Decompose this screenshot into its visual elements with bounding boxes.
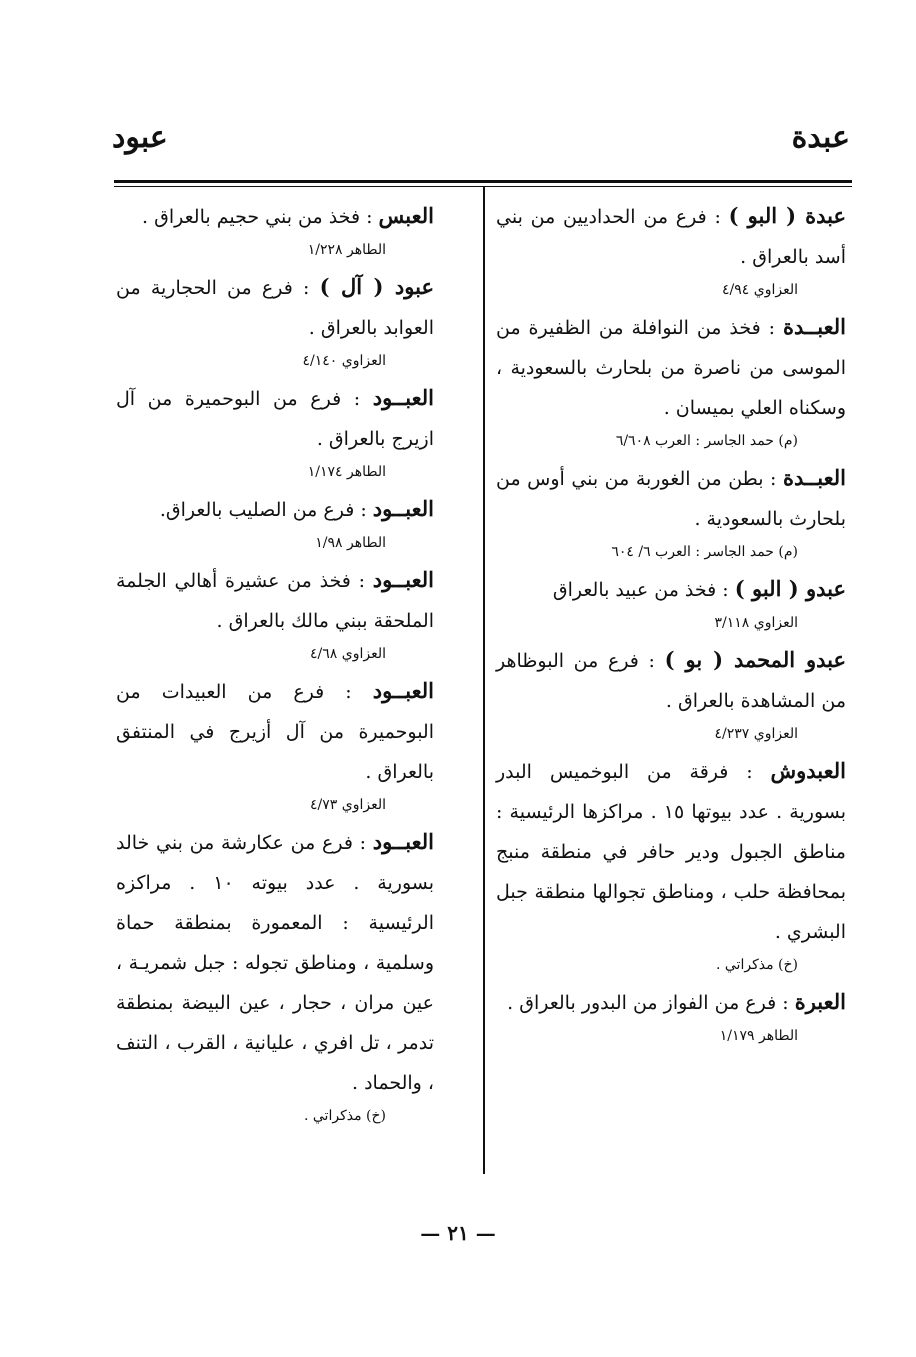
entry-headword: عبدو المحمد ( بو ): [664, 647, 847, 672]
entry-headword: العبــدة: [782, 314, 846, 339]
entry-definition: : فرع من الفواز من البدور بالعراق .: [507, 992, 795, 1014]
entry: [116, 378, 434, 485]
entry-headword: العبــود: [372, 385, 434, 410]
entry-source: العزاوي ٤/٧٣: [310, 797, 386, 813]
entry-text: [496, 982, 846, 1023]
entry-source: العزاوي ٣/١١٨: [714, 615, 798, 631]
entry-source: العزاوي ٤/١٤٠: [302, 353, 386, 369]
entry-headword: عبود ( آل ): [319, 274, 434, 299]
entry-headword: عبدو ( البو ): [734, 576, 846, 601]
entry-definition: : فرقة من البوخميس البدر بسورية . عدد بيوتها ١٥ . مراكزها الرئيسية : مناطق الجبول ودير حافر في منطقة منبج بمحافظة حلب ، ومناطق تجوالها منطقة جبل البشري .: [496, 761, 846, 943]
entry-text: [496, 751, 846, 952]
entry-source: (خ) مذكراتي .: [303, 1108, 386, 1124]
entry: [496, 569, 846, 636]
entry-source: (م) حمد الجاسر : العرب ٦/ ٦٠٤: [611, 544, 798, 560]
entry-definition: : فخذ من عشيرة أهالي الجلمة الملحقة ببني مالك بالعراق .: [116, 570, 434, 632]
left-column: [116, 196, 434, 1133]
entry: [496, 640, 846, 747]
entry-definition: : فرع من الحجارية من العوابد بالعراق .: [116, 277, 434, 339]
entry-text: [116, 267, 434, 348]
entry-source: (خ) مذكراتي .: [715, 957, 798, 973]
header-left-word: عبود: [112, 120, 168, 155]
entry-text: [116, 822, 434, 1103]
entry-source: الطاهر ١/١٧٩: [719, 1028, 798, 1044]
entry-definition: : فخذ من عبيد بالعراق: [552, 579, 735, 601]
entry-headword: العبــود: [372, 678, 434, 703]
entry-definition: : فرع من الحداديين من بني أسد بالعراق .: [496, 206, 846, 268]
entry-text: [116, 671, 434, 792]
entry-headword: العبــود: [372, 496, 434, 521]
entry-definition: : فرع من البوظاهر من المشاهدة بالعراق .: [496, 650, 846, 712]
entry-definition: : فخذ من بني حجيم بالعراق .: [142, 206, 379, 228]
entry-source: العزاوي ٤/٢٣٧: [714, 726, 798, 742]
entry-source: (م) حمد الجاسر : العرب ٦/٦٠٨: [615, 433, 798, 449]
entry-source: الطاهر ١/٩٨: [315, 535, 386, 551]
entry: [496, 982, 846, 1049]
entry-text: [116, 378, 434, 459]
page-number: — ٢١ —: [420, 1221, 496, 1245]
right-column: [496, 196, 846, 1053]
header-right-word: عبدة: [791, 120, 850, 155]
entry: [496, 196, 846, 303]
entry-definition: : فرع من العبيدات من البوحميرة من آل أزيرج في المنتفق بالعراق .: [116, 681, 434, 783]
entry-definition: : بطن من الغوربة من بني أوس من بلحارث بالسعودية .: [496, 468, 846, 530]
entry-headword: العبــود: [372, 829, 434, 854]
entry-definition: : فخذ من النوافلة من الظفيرة من الموسى من ناصرة من بلحارث بالسعودية ، وسكناه العلي بميسان .: [496, 317, 846, 419]
entry-definition: : فرع من البوحميرة من آل ازيرج بالعراق .: [116, 388, 434, 450]
entry: [116, 822, 434, 1129]
entry-text: [116, 196, 434, 237]
entry: [496, 751, 846, 978]
entry-source: الطاهر ١/٢٢٨: [307, 242, 386, 258]
header-rule-thick: [114, 180, 852, 183]
entry: [116, 196, 434, 263]
entry-text: [496, 640, 846, 721]
entry-headword: العبــدة: [782, 465, 846, 490]
entry-definition: : فرع من الصليب بالعراق.: [159, 499, 373, 521]
entry-source: الطاهر ١/١٧٤: [307, 464, 386, 480]
entry: [116, 560, 434, 667]
entry-text: [496, 569, 846, 610]
column-divider: [483, 186, 485, 1174]
entry-headword: العبــود: [372, 567, 434, 592]
entry-definition: : فرع من عكارشة من بني خالد بسورية . عدد بيوته ١٠ . مراكزه الرئيسية : المعمورة بمنطقة حماة وسلمية ، ومناطق تجوله : جبل شمريـة ، عين مران ، حجار ، عين البيضة بمنطقة تدمر ، تل افري ، عليانية ، القرب ، التنف ، والحماد .: [116, 832, 435, 1094]
entry: [496, 458, 846, 565]
entry-source: العزاوي ٤/٦٨: [310, 646, 386, 662]
entry-text: [496, 458, 846, 539]
entry-source: العزاوي ٤/٩٤: [722, 282, 798, 298]
entry-headword: العبس: [378, 203, 434, 228]
entry: [116, 267, 434, 374]
entry: [116, 489, 434, 556]
entry-text: [116, 489, 434, 530]
entry-text: [116, 560, 434, 641]
entry-text: [496, 196, 846, 277]
entry-headword: العبدوش: [770, 758, 846, 783]
entry-headword: عبدة ( البو ): [728, 203, 846, 228]
entry-headword: العبرة: [794, 989, 846, 1014]
entry: [116, 671, 434, 818]
entry: [496, 307, 846, 454]
entry-text: [496, 307, 846, 428]
